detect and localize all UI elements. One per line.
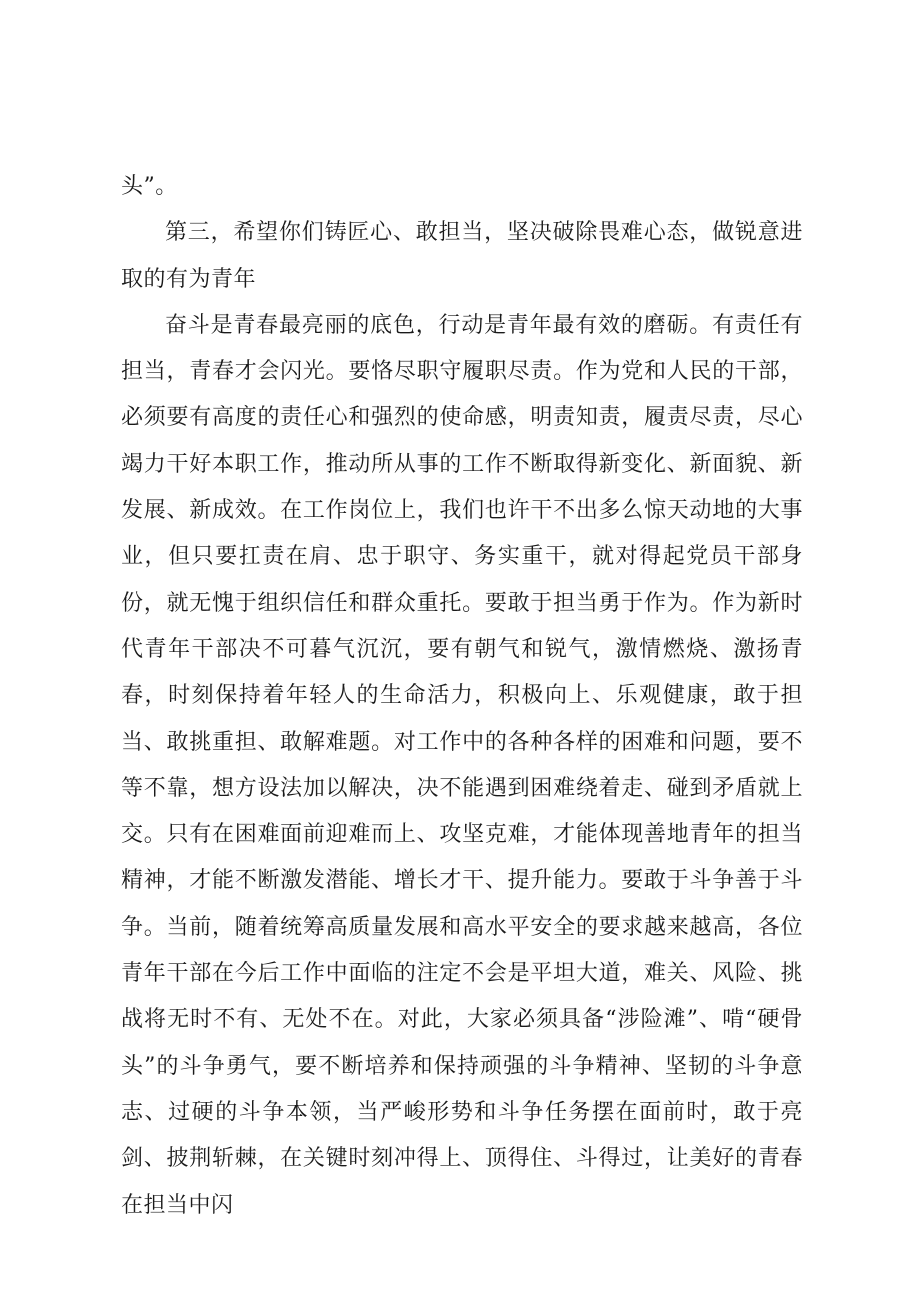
paragraph-continuation: 头”。 — [121, 174, 178, 199]
document-body — [121, 164, 803, 1229]
body-paragraph: 奋斗是青春最亮丽的底色，行动是青年最有效的磨砺。有责任有担当，青春才会闪光。要恪尽职守履职尽责。作为党和人民的干部，必须要有高度的责任心和强烈的使命感，明责知责，履责尽责，尽心竭力干好本职工作，推动所从事的工作不断取得新变化、新面貌、新发展、新成效。在工作岗位上，我们也许干不出多么惊天动地的大事业，但只要扛责在肩、忠于职守、务实重干，就对得起党员干部身份，就无愧于组织信任和群众重托。要敢于担当勇于作为。作为新时代青年干部决不可暮气沉沉，要有朝气和锐气，激情燃烧、激扬青春，时刻保持着年轻人的生命活力，积极向上、乐观健康，敢于担当、敢挑重担、敢解难题。对工作中的各种各样的困难和问题，要不等不靠，想方设法加以解决，决不能遇到困难绕着走、碰到矛盾就上交。只有在困难面前迎难而上、攻坚克难，才能体现善地青年的担当精神，才能不断激发潜能、增长才干、提升能力。要敢于斗争善于斗争。当前，随着统筹高质量发展和高水平安全的要求越来越高，各位青年干部在今后工作中面临的注定不会是平坦大道，难关、风险、挑战将无时不有、无处不在。对此，大家必须具备“涉险滩”、啃“硬骨头”的斗争勇气，要不断培养和保持顽强的斗争精神、坚韧的斗争意志、过硬的斗争本领，当严峻形势和斗争任务摆在面前时，敢于亮剑、披荆斩棘，在关键时刻冲得上、顶得住、斗得过，让美好的青春在担当中闪 — [121, 312, 803, 1218]
section-heading: 第三，希望你们铸匠心、敢担当，坚决破除畏难心态，做锐意进取的有为青年 — [121, 220, 803, 292]
